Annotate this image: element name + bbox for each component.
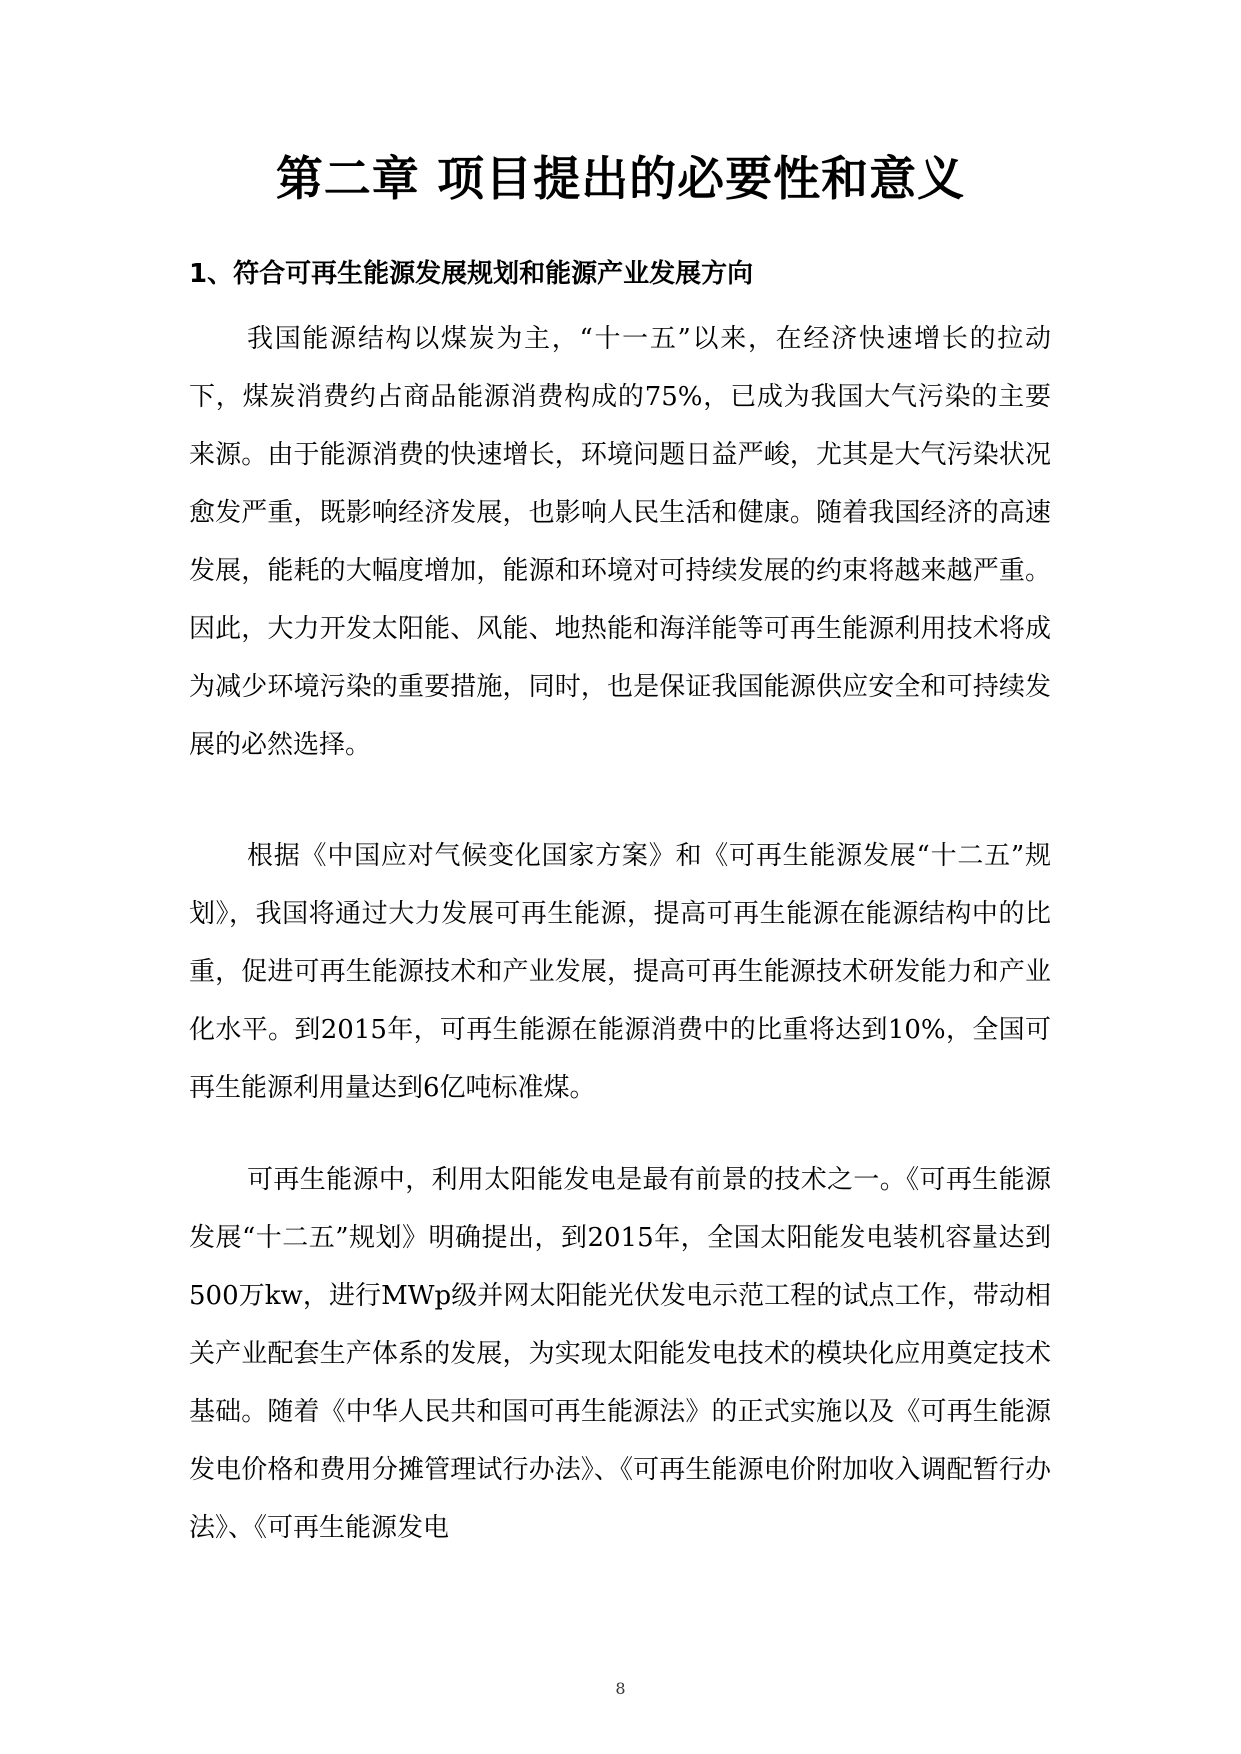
- body-paragraph-3: 可再生能源中，利用太阳能发电是最有前景的技术之一。《可再生能源发展“十二五”规划》明确提出，到2015年，全国太阳能发电装机容量达到500万kw，进行MWp级并网太阳能光伏发电示范工程的试点工作，带动相关产业配套生产体系的发展，为实现太阳能发电技术的模块化应用奠定技术基础。随着《中华人民共和国可再生能源法》的正式实施以及《可再生能源发电价格和费用分摊管理试行办法》、《可再生能源电价附加收入调配暂行办法》、《可再生能源发电: [189, 1165, 1051, 1543]
- chapter-title: 第二章 项目提出的必要性和意义: [275, 152, 966, 207]
- page-number: 8: [615, 1679, 626, 1698]
- section-heading: 1、符合可再生能源发展规划和能源产业发展方向: [189, 259, 754, 289]
- body-paragraph-1: 我国能源结构以煤炭为主，“十一五”以来，在经济快速增长的拉动下，煤炭消费约占商品能源消费构成的75%，已成为我国大气污染的主要来源。由于能源消费的快速增长，环境问题日益严峻，尤其是大气污染状况愈发严重，既影响经济发展，也影响人民生活和健康。随着我国经济的高速发展，能耗的大幅度增加，能源和环境对可持续发展的约束将越来越严重。因此，大力开发太阳能、风能、地热能和海洋能等可再生能源利用技术将成为减少环境污染的重要措施，同时，也是保证我国能源供应安全和可持续发展的必然选择。: [189, 324, 1051, 760]
- body-paragraph-2: 根据《中国应对气候变化国家方案》和《可再生能源发展“十二五”规划》，我国将通过大力发展可再生能源，提高可再生能源在能源结构中的比重，促进可再生能源技术和产业发展，提高可再生能源技术研发能力和产业化水平。到2015年，可再生能源在能源消费中的比重将达到10%，全国可再生能源利用量达到6亿吨标准煤。: [189, 841, 1051, 1103]
